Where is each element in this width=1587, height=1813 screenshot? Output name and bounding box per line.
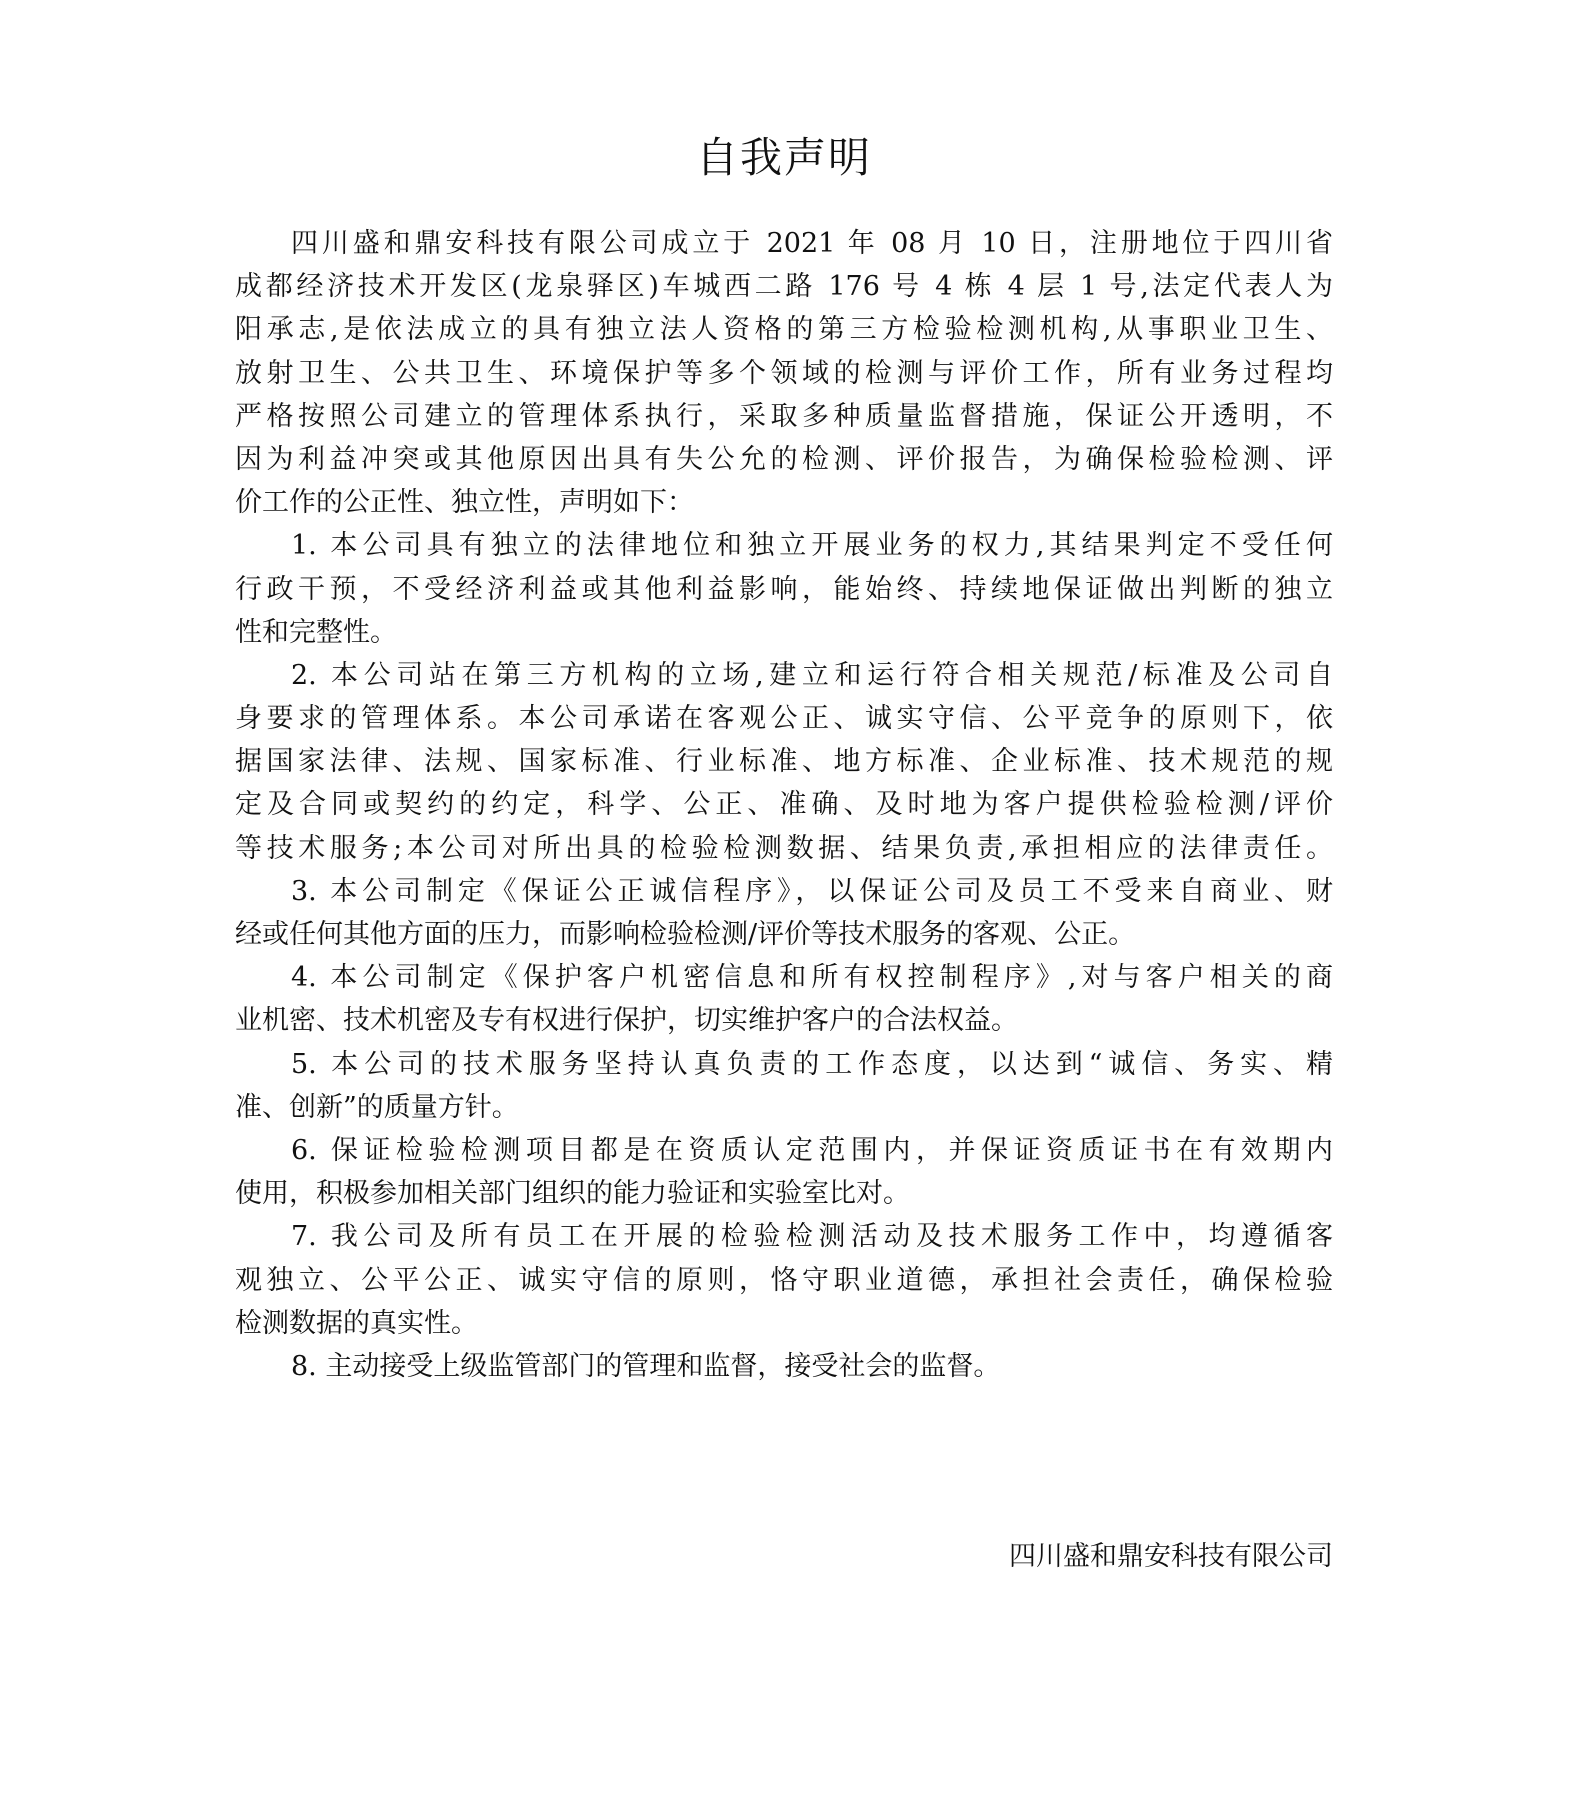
paragraph-line: 7. 我公司及所有员工在开展的检验检测活动及技术服务工作中，均遵循客 — [291, 1221, 1333, 1253]
paragraph-line: 据国家法律、法规、国家标准、行业标准、地方标准、企业标准、技术规范的规 — [235, 746, 1333, 778]
paragraph-line: 观独立、公平公正、诚实守信的原则，恪守职业道德，承担社会责任，确保检验 — [235, 1264, 1333, 1296]
paragraph-line: 使用，积极参加相关部门组织的能力验证和实验室比对。 — [235, 1178, 910, 1210]
paragraph-line: 8. 主动接受上级监管部门的管理和监督，接受社会的监督。 — [291, 1350, 1001, 1382]
declaration-item-1 — [235, 524, 1333, 654]
paragraph-line: 业机密、技术机密及专有权进行保护，切实维护客户的合法权益。 — [235, 1005, 1018, 1037]
document-title: 自我声明 — [695, 133, 872, 182]
paragraph-line: 放射卫生、公共卫生、环境保护等多个领域的检测与评价工作，所有业务过程均 — [235, 357, 1333, 389]
paragraph-line: 5. 本公司的技术服务坚持认真负责的工作态度，以达到“诚信、务实、精 — [291, 1048, 1333, 1080]
declaration-item-4 — [235, 956, 1333, 1042]
paragraph-line: 四川盛和鼎安科技有限公司成立于 2021 年 08 月 10 日，注册地位于四川省 — [291, 228, 1333, 259]
declaration-item-6 — [235, 1129, 1333, 1215]
paragraph-line: 4. 本公司制定《保护客户机密信息和所有权控制程序》,对与客户相关的商 — [291, 962, 1333, 994]
document-page — [235, 0, 1333, 1813]
declaration-item-7 — [235, 1215, 1333, 1345]
declaration-item-8 — [235, 1345, 1333, 1388]
paragraph-line: 严格按照公司建立的管理体系执行，采取多种质量监督措施，保证公开透明，不 — [235, 400, 1333, 432]
paragraph-line: 1. 本公司具有独立的法律地位和独立开展业务的权力,其结果判定不受任何 — [291, 530, 1333, 562]
paragraph-line: 2. 本公司站在第三方机构的立场,建立和运行符合相关规范/标准及公司自 — [291, 659, 1333, 691]
paragraph-line: 6. 保证检验检测项目都是在资质认定范围内，并保证资质证书在有效期内 — [291, 1134, 1333, 1166]
paragraph-line: 准、创新”的质量方针。 — [235, 1091, 519, 1123]
intro-paragraph — [235, 222, 1333, 524]
paragraph-line: 定及合同或契约的约定，科学、公正、准确、及时地为客户提供检验检测/评价 — [235, 789, 1333, 821]
paragraph-line: 身要求的管理体系。本公司承诺在客观公正、诚实守信、公平竞争的原则下，依 — [235, 703, 1333, 735]
paragraph-line: 阳承志,是依法成立的具有独立法人资格的第三方检验检测机构,从事职业卫生、 — [235, 314, 1333, 346]
declaration-item-5 — [235, 1043, 1333, 1129]
paragraph-line: 检测数据的真实性。 — [235, 1307, 478, 1339]
declaration-item-2 — [235, 654, 1333, 870]
paragraph-line: 价工作的公正性、独立性，声明如下： — [235, 487, 694, 519]
paragraph-line: 行政干预，不受经济利益或其他利益影响，能始终、持续地保证做出判断的独立 — [235, 573, 1333, 605]
company-signature: 四川盛和鼎安科技有限公司 — [1009, 1541, 1333, 1572]
document-body — [235, 222, 1333, 1388]
paragraph-line: 经或任何其他方面的压力，而影响检验检测/评价等技术服务的客观、公正。 — [235, 919, 1136, 950]
paragraph-line: 因为利益冲突或其他原因出具有失公允的检测、评价报告，为确保检验检测、评 — [235, 443, 1333, 475]
paragraph-line: 性和完整性。 — [235, 616, 397, 648]
paragraph-line: 等技术服务;本公司对所出具的检验检测数据、结果负责,承担相应的法律责任。 — [235, 832, 1333, 864]
paragraph-line: 3. 本公司制定《保证公正诚信程序》，以保证公司及员工不受来自商业、财 — [291, 875, 1333, 907]
paragraph-line: 成都经济技术开发区(龙泉驿区)车城西二路 176 号 4 栋 4 层 1 号,法定代表人为 — [235, 271, 1333, 303]
declaration-item-3 — [235, 870, 1333, 956]
